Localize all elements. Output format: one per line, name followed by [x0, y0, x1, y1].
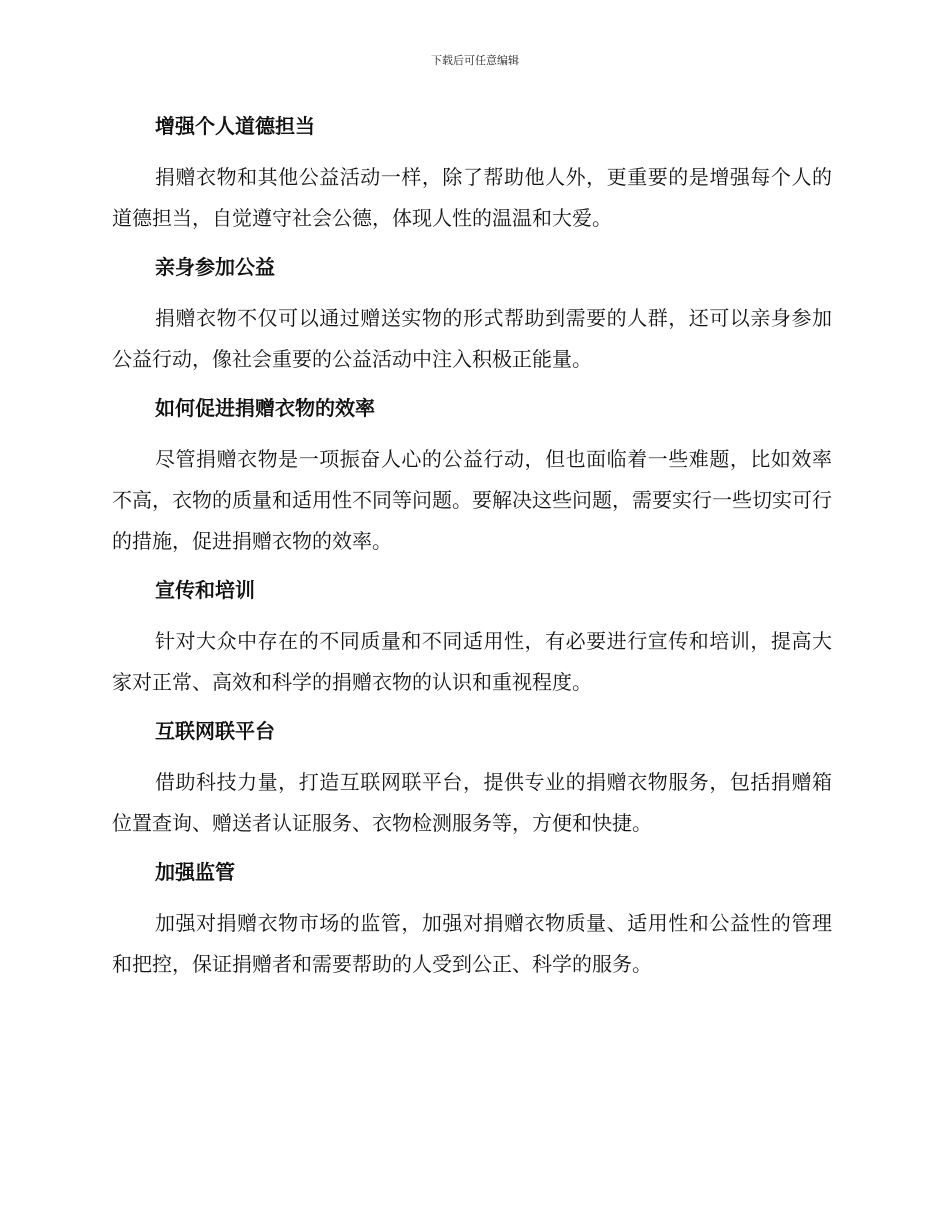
section-paragraph: 针对大众中存在的不同质量和不同适用性，有必要进行宣传和培训，提高大家对正常、高效和科学的捐赠衣物的认识和重视程度。 [112, 629, 832, 694]
section-heading: 加强监管 [155, 860, 235, 884]
section-supervision [112, 852, 832, 985]
section-paragraph: 借助科技力量，打造互联网联平台，提供专业的捐赠衣物服务，包括捐赠箱位置查询、赠送者认证服务、衣物检测服务等，方便和快捷。 [112, 770, 832, 835]
section-heading: 互联网联平台 [155, 719, 275, 743]
section-heading: 如何促进捐赠衣物的效率 [155, 396, 375, 420]
section-paragraph: 捐赠衣物不仅可以通过赠送实物的形式帮助到需要的人群，还可以亲身参加公益行动，像社会重要的公益活动中注入积极正能量。 [112, 306, 832, 371]
section-publicity-training [112, 570, 832, 703]
section-paragraph: 尽管捐赠衣物是一项振奋人心的公益行动，但也面临着一些难题，比如效率不高，衣物的质量和适用性不同等问题。要解决这些问题，需要实行一些切实可行的措施，促进捐赠衣物的效率。 [112, 447, 832, 553]
document-body [112, 106, 832, 993]
section-internet-platform [112, 711, 832, 844]
section-heading: 亲身参加公益 [155, 255, 275, 279]
section-heading: 增强个人道德担当 [155, 114, 315, 138]
section-heading: 宣传和培训 [155, 578, 255, 602]
section-participate-charity [112, 247, 832, 380]
section-moral-responsibility [112, 106, 832, 239]
section-paragraph: 加强对捐赠衣物市场的监管，加强对捐赠衣物质量、适用性和公益性的管理和把控，保证捐赠者和需要帮助的人受到公正、科学的服务。 [112, 911, 832, 976]
section-paragraph: 捐赠衣物和其他公益活动一样，除了帮助他人外，更重要的是增强每个人的道德担当，自觉遵守社会公德，体现人性的温温和大爱。 [112, 165, 832, 230]
section-improve-efficiency [112, 388, 832, 562]
page-header: 下载后可任意编辑 [431, 54, 519, 67]
